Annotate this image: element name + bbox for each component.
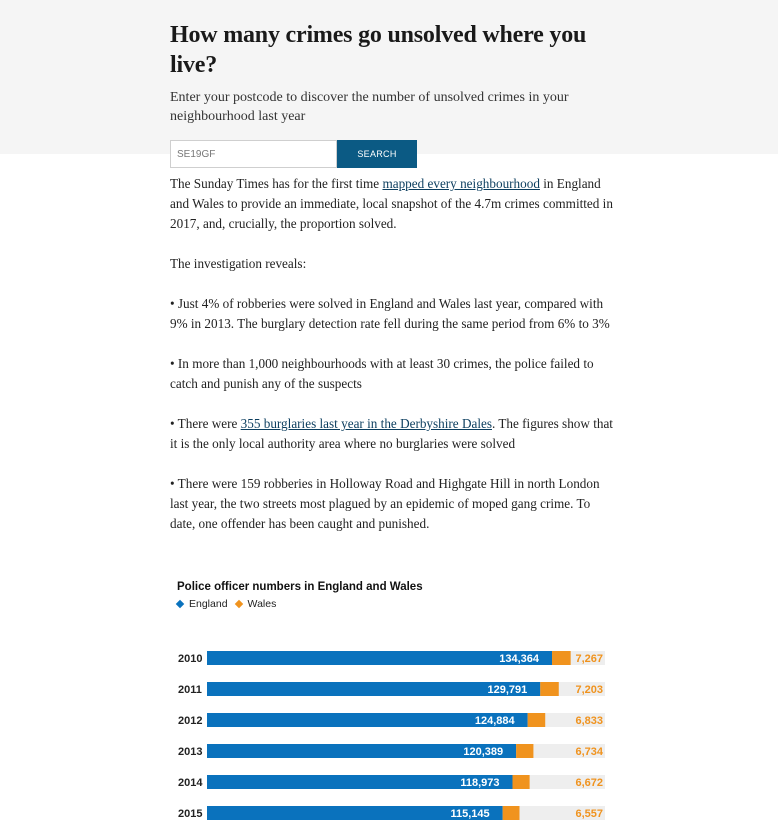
year-label-2013: 2013 xyxy=(178,746,203,758)
chart-plot xyxy=(177,610,609,830)
wales-value-label-2014: 6,672 xyxy=(575,777,603,789)
england-value-label-2012: 124,884 xyxy=(474,715,515,727)
legend-wales-label: Wales xyxy=(247,598,277,610)
bar-wales-2014 xyxy=(512,775,529,789)
bar-wales-2015 xyxy=(503,806,520,820)
derbyshire-dales-link[interactable]: 355 burglaries last year in the Derbyshire Dales xyxy=(240,416,492,431)
england-value-label-2014: 118,973 xyxy=(460,777,500,789)
year-label-2014: 2014 xyxy=(178,777,203,789)
england-value-label-2010: 134,364 xyxy=(499,653,540,665)
bar-wales-2011 xyxy=(540,682,558,696)
england-diamond-icon xyxy=(176,600,184,608)
year-label-2010: 2010 xyxy=(178,653,203,665)
legend-england-label: England xyxy=(189,598,228,610)
england-value-label-2015: 115,145 xyxy=(450,808,490,820)
search-hero xyxy=(0,0,778,159)
postcode-input[interactable] xyxy=(170,140,337,168)
wales-value-label-2015: 6,557 xyxy=(575,808,603,820)
search-instructions: Enter your postcode to discover the number of unsolved crimes in your neighbourhood last year xyxy=(170,90,569,124)
wales-value-label-2013: 6,734 xyxy=(575,746,603,758)
burglaries-text-start: • There were xyxy=(170,416,241,431)
search-button[interactable]: SEARCH xyxy=(337,140,417,168)
article-bullet-neighbourhoods: • In more than 1,000 neighbourhoods with at least 30 crimes, the police failed to catch and punish any of the suspects xyxy=(170,356,594,391)
bar-wales-2012 xyxy=(528,713,546,727)
bar-wales-2010 xyxy=(552,651,571,665)
article-paragraph-reveals: The investigation reveals: xyxy=(170,256,307,271)
chart-legend xyxy=(177,598,609,610)
chart-title: Police officer numbers in England and Wales xyxy=(177,581,423,593)
intro-text-end: in England and Wales to provide an immediate, local snapshot of the 4.7m crimes committed in 2017, and, crucially, the proportion solved. xyxy=(170,176,613,231)
legend-england xyxy=(177,598,228,610)
wales-diamond-icon xyxy=(234,600,242,608)
wales-value-label-2012: 6,833 xyxy=(575,715,603,727)
england-value-label-2011: 129,791 xyxy=(487,684,528,696)
article-paragraph-intro xyxy=(170,174,615,234)
article-body xyxy=(170,174,615,554)
mapped-every-neighbourhood-link[interactable]: mapped every neighbourhood xyxy=(382,176,540,191)
article-bullet-holloway: • There were 159 robberies in Holloway Road and Highgate Hill in north London last year, the two streets most plagued by an epidemic of moped gang crime. To date, one offender has been caught and punished. xyxy=(170,476,600,531)
burglaries-text-end: . The figures show that it is the only local authority area where no burglaries were solved xyxy=(170,416,613,451)
year-label-2011: 2011 xyxy=(178,684,202,696)
year-label-2012: 2012 xyxy=(178,715,203,727)
article-bullet-robberies: • Just 4% of robberies were solved in England and Wales last year, compared with 9% in 2013. The burglary detection rate fell during the same period from 6% to 3% xyxy=(170,296,610,331)
wales-value-label-2011: 7,203 xyxy=(575,684,603,696)
postcode-search-form xyxy=(170,140,610,168)
legend-wales xyxy=(236,598,277,610)
wales-value-label-2010: 7,267 xyxy=(575,653,603,665)
article-bullet-burglaries xyxy=(170,414,615,454)
intro-text-start: The Sunday Times has for the first time xyxy=(170,176,383,191)
police-numbers-chart xyxy=(177,581,609,835)
bar-wales-2013 xyxy=(516,744,533,758)
search-hero-content xyxy=(170,20,610,168)
england-value-label-2013: 120,389 xyxy=(463,746,504,758)
year-label-2015: 2015 xyxy=(178,808,203,820)
page-title: How many crimes go unsolved where you live? xyxy=(170,22,587,78)
